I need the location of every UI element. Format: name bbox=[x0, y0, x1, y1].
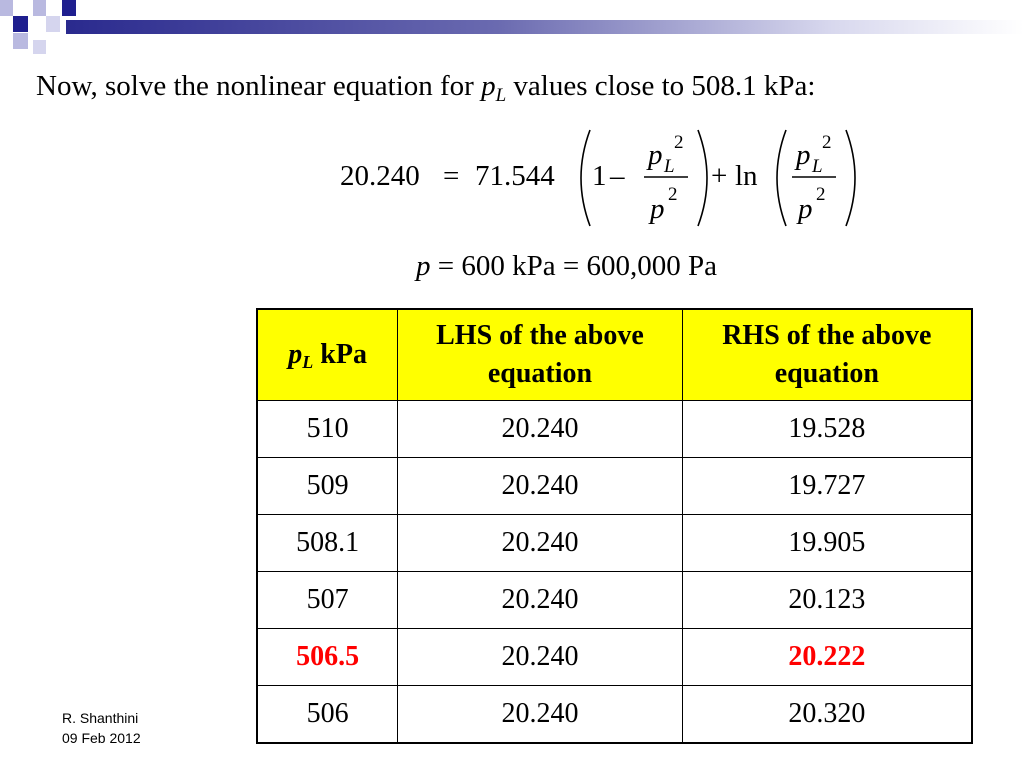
eq-lhs: 20.240 bbox=[340, 160, 420, 192]
header-gradient-bar bbox=[66, 20, 1024, 34]
decor-square bbox=[13, 16, 28, 32]
frac2-den-var: p bbox=[798, 193, 813, 225]
table-row bbox=[257, 401, 972, 458]
cell-pl: 507 bbox=[257, 572, 398, 629]
footer-date: 09 Feb 2012 bbox=[62, 730, 141, 746]
cell-pl-highlighted: 506.5 bbox=[257, 629, 398, 686]
decor-square bbox=[46, 16, 60, 32]
eq-ln: ln bbox=[735, 160, 758, 192]
table-header-row bbox=[257, 309, 972, 401]
decor-square bbox=[62, 0, 76, 16]
frac2-num-sub: L bbox=[812, 156, 823, 177]
paren-open bbox=[581, 130, 590, 226]
frac2-den-exp: 2 bbox=[816, 184, 826, 205]
cell-pl: 510 bbox=[257, 401, 398, 458]
cell-rhs: 20.123 bbox=[682, 572, 972, 629]
decor-square bbox=[33, 0, 46, 16]
cell-rhs: 20.320 bbox=[682, 686, 972, 744]
paren-close-ln bbox=[846, 130, 855, 226]
frac1-num-sub: L bbox=[664, 156, 675, 177]
frac1-den-var: p bbox=[650, 193, 665, 225]
cell-lhs: 20.240 bbox=[398, 515, 682, 572]
cell-lhs: 20.240 bbox=[398, 686, 682, 744]
decor-square bbox=[33, 40, 46, 54]
eq-minus: – bbox=[610, 160, 625, 192]
footer bbox=[62, 708, 141, 748]
cell-pl: 506 bbox=[257, 686, 398, 744]
frac2-num-var: p bbox=[796, 139, 811, 171]
frac1-num-var: p bbox=[648, 139, 663, 171]
frac1-den-exp: 2 bbox=[668, 184, 678, 205]
eq-coef: 71.544 bbox=[475, 160, 555, 192]
header-lhs: LHS of the above equation bbox=[398, 309, 682, 401]
frac2-num-exp: 2 bbox=[822, 132, 832, 153]
cell-lhs: 20.240 bbox=[398, 572, 682, 629]
header-pl: $p_L$ kPa bbox=[257, 309, 398, 401]
eq-equals: = bbox=[443, 160, 460, 192]
paren-open-ln bbox=[777, 130, 786, 226]
eq-one: 1 bbox=[592, 160, 607, 192]
table-row bbox=[257, 686, 972, 744]
eq-plus: + bbox=[711, 160, 728, 192]
table-row-highlighted bbox=[257, 629, 972, 686]
results-table bbox=[256, 308, 973, 744]
cell-rhs: 19.727 bbox=[682, 458, 972, 515]
header-rhs: RHS of the above equation bbox=[682, 309, 972, 401]
cell-pl: 508.1 bbox=[257, 515, 398, 572]
cell-rhs-highlighted: 20.222 bbox=[682, 629, 972, 686]
decor-square bbox=[0, 0, 13, 16]
decor-square bbox=[13, 33, 28, 49]
equation bbox=[340, 122, 880, 234]
cell-lhs: 20.240 bbox=[398, 401, 682, 458]
table-row bbox=[257, 458, 972, 515]
cell-lhs: 20.240 bbox=[398, 629, 682, 686]
pressure-line: p = 600 kPa = 600,000 Pa bbox=[416, 250, 717, 282]
cell-rhs: 19.905 bbox=[682, 515, 972, 572]
table-row bbox=[257, 572, 972, 629]
table-row bbox=[257, 515, 972, 572]
intro-text: Now, solve the nonlinear equation for $p_L$ values close to 508.1 kPa: bbox=[36, 70, 816, 106]
footer-author: R. Shanthini bbox=[62, 710, 139, 726]
cell-pl: 509 bbox=[257, 458, 398, 515]
paren-close bbox=[698, 130, 707, 226]
frac1-num-exp: 2 bbox=[674, 132, 684, 153]
cell-lhs: 20.240 bbox=[398, 458, 682, 515]
cell-rhs: 19.528 bbox=[682, 401, 972, 458]
